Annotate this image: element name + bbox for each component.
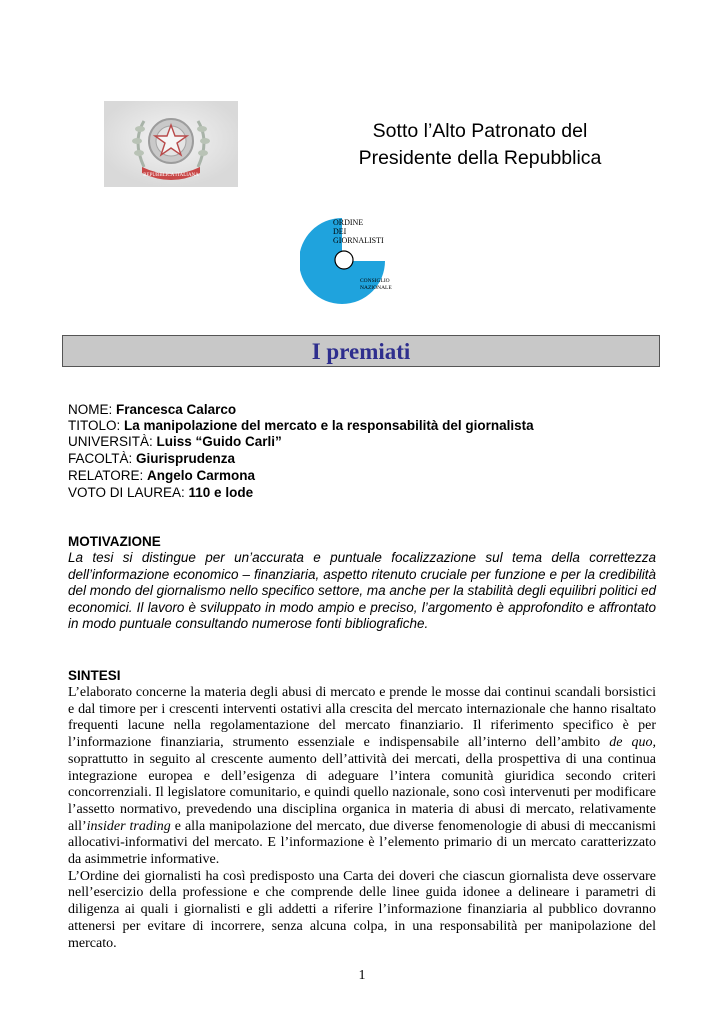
facolta-label: FACOLTÀ: xyxy=(68,451,137,466)
patronage-line-1: Sotto l’Alto Patronato del xyxy=(372,120,588,142)
sintesi-text xyxy=(68,685,656,952)
patronage-line-2: Presidente della Repubblica xyxy=(358,147,602,169)
republic-emblem xyxy=(104,101,238,187)
sintesi-heading: SINTESI xyxy=(68,668,121,683)
nome-label: NOME: xyxy=(68,402,117,417)
relatore-label: RELATORE: xyxy=(68,468,148,483)
universita-label: UNIVERSITÀ: xyxy=(68,434,157,449)
sintesi-p1-part-a: L’elaborato concerne la materia degli abusi di mercato e prende le mosse dai continui scandali borsistici e dal timore per i crescenti interventi ostativi alla crescita del mercato internazionale che hanno risaltato frequenti lacune nella regolamentazione del mercato finanziario. Il riferimento specifico è per l’informazione finanziaria, strumento essenziale e indispensabile all’interno dell’ambito xyxy=(68,685,656,751)
voto-label: VOTO DI LAUREA: xyxy=(68,485,189,500)
emblem-image xyxy=(104,101,238,187)
info-voto xyxy=(68,485,253,502)
titolo-value: La manipolazione del mercato e la responsabilità del giornalista xyxy=(124,418,534,433)
titolo-label: TITOLO: xyxy=(68,418,125,433)
voto-value: 110 e lode xyxy=(188,485,254,500)
page-number: 1 xyxy=(358,968,366,983)
facolta-value: Giurisprudenza xyxy=(136,451,236,466)
sintesi-p1-part-b: soprattutto in seguito al crescente aumento dell’attività dei mercati, della prospettiva di una continua integrazione europea e dell’esigenza di adeguare l’intera comunità giuridica secondo criteri concorrenziali. Il legislatore comunitario, e quindi quello nazionale, sono così intervenuti per modificare l’assetto normativo, prevedendo una disciplina organica in materia di abusi di mercato, relativamente all’ xyxy=(68,751,656,834)
odg-logo-mark xyxy=(300,214,410,309)
universita-value: Luiss “Guido Carli” xyxy=(156,434,282,449)
banner-title: I premiati xyxy=(311,339,411,364)
svg-text:REPUBBLICA ITALIANA: REPUBBLICA ITALIANA xyxy=(143,173,199,178)
info-nome xyxy=(68,402,236,419)
sintesi-p1-italic-1: de quo, xyxy=(609,735,656,751)
relatore-value: Angelo Carmona xyxy=(147,468,256,483)
odg-line-3: GIORNALISTI xyxy=(333,236,384,245)
sintesi-paragraph-1 xyxy=(68,685,656,869)
info-facolta xyxy=(68,451,235,468)
nome-value: Francesca Calarco xyxy=(116,402,237,417)
sintesi-p1-part-c: e alla manipolazione del mercato, due diverse fenomenologie di abusi di meccanismi allocativi-informativi del mercato. E l’informazione è l’elemento primario di un mercato caratterizzato da asimmetrie informative. xyxy=(68,818,656,868)
odg-line-1: ORDINE xyxy=(333,218,364,227)
odg-line-2: DEI xyxy=(333,227,347,236)
sintesi-paragraph-2: L’Ordine dei giornalisti ha così predisposto una Carta dei doveri che ciascun giornalista deve osservare nell’esercizio della professione e che comprende delle linee guida idonee a delineare i parametri di diligenza ai quali i giornalisti e gli addetti a riferire l’informazione finanziaria al pubblico dovranno attenersi per evitare di incorrere, senza alcuna colpa, in una responsabilità per manipolazione del mercato. xyxy=(68,868,656,951)
odg-line-5: NAZIONALE xyxy=(360,285,392,291)
info-universita xyxy=(68,434,282,451)
odg-line-4: CONSIGLIO xyxy=(360,278,390,284)
sintesi-p1-italic-2: insider trading xyxy=(86,818,171,834)
info-titolo xyxy=(68,418,534,435)
patronage-heading xyxy=(290,118,670,172)
motivazione-text: La tesi si distingue per un’accurata e puntuale focalizzazione sul tema della correttezza dell’informazione economico – finanziaria, aspetto ritenuto cruciale per funzione e per la credibilità del mondo del giornalismo nello specifico settore, ma anche per la stabilità degli equilibri politici ed economici. Il lavoro è sviluppato in modo ampio e preciso, l’argomento è approfondito e affrontato in modo puntuale consultando numerose fonti bibliografiche. xyxy=(68,550,656,631)
info-relatore xyxy=(68,468,255,485)
motivazione-heading: MOTIVAZIONE xyxy=(68,534,161,549)
odg-logo xyxy=(300,214,410,309)
